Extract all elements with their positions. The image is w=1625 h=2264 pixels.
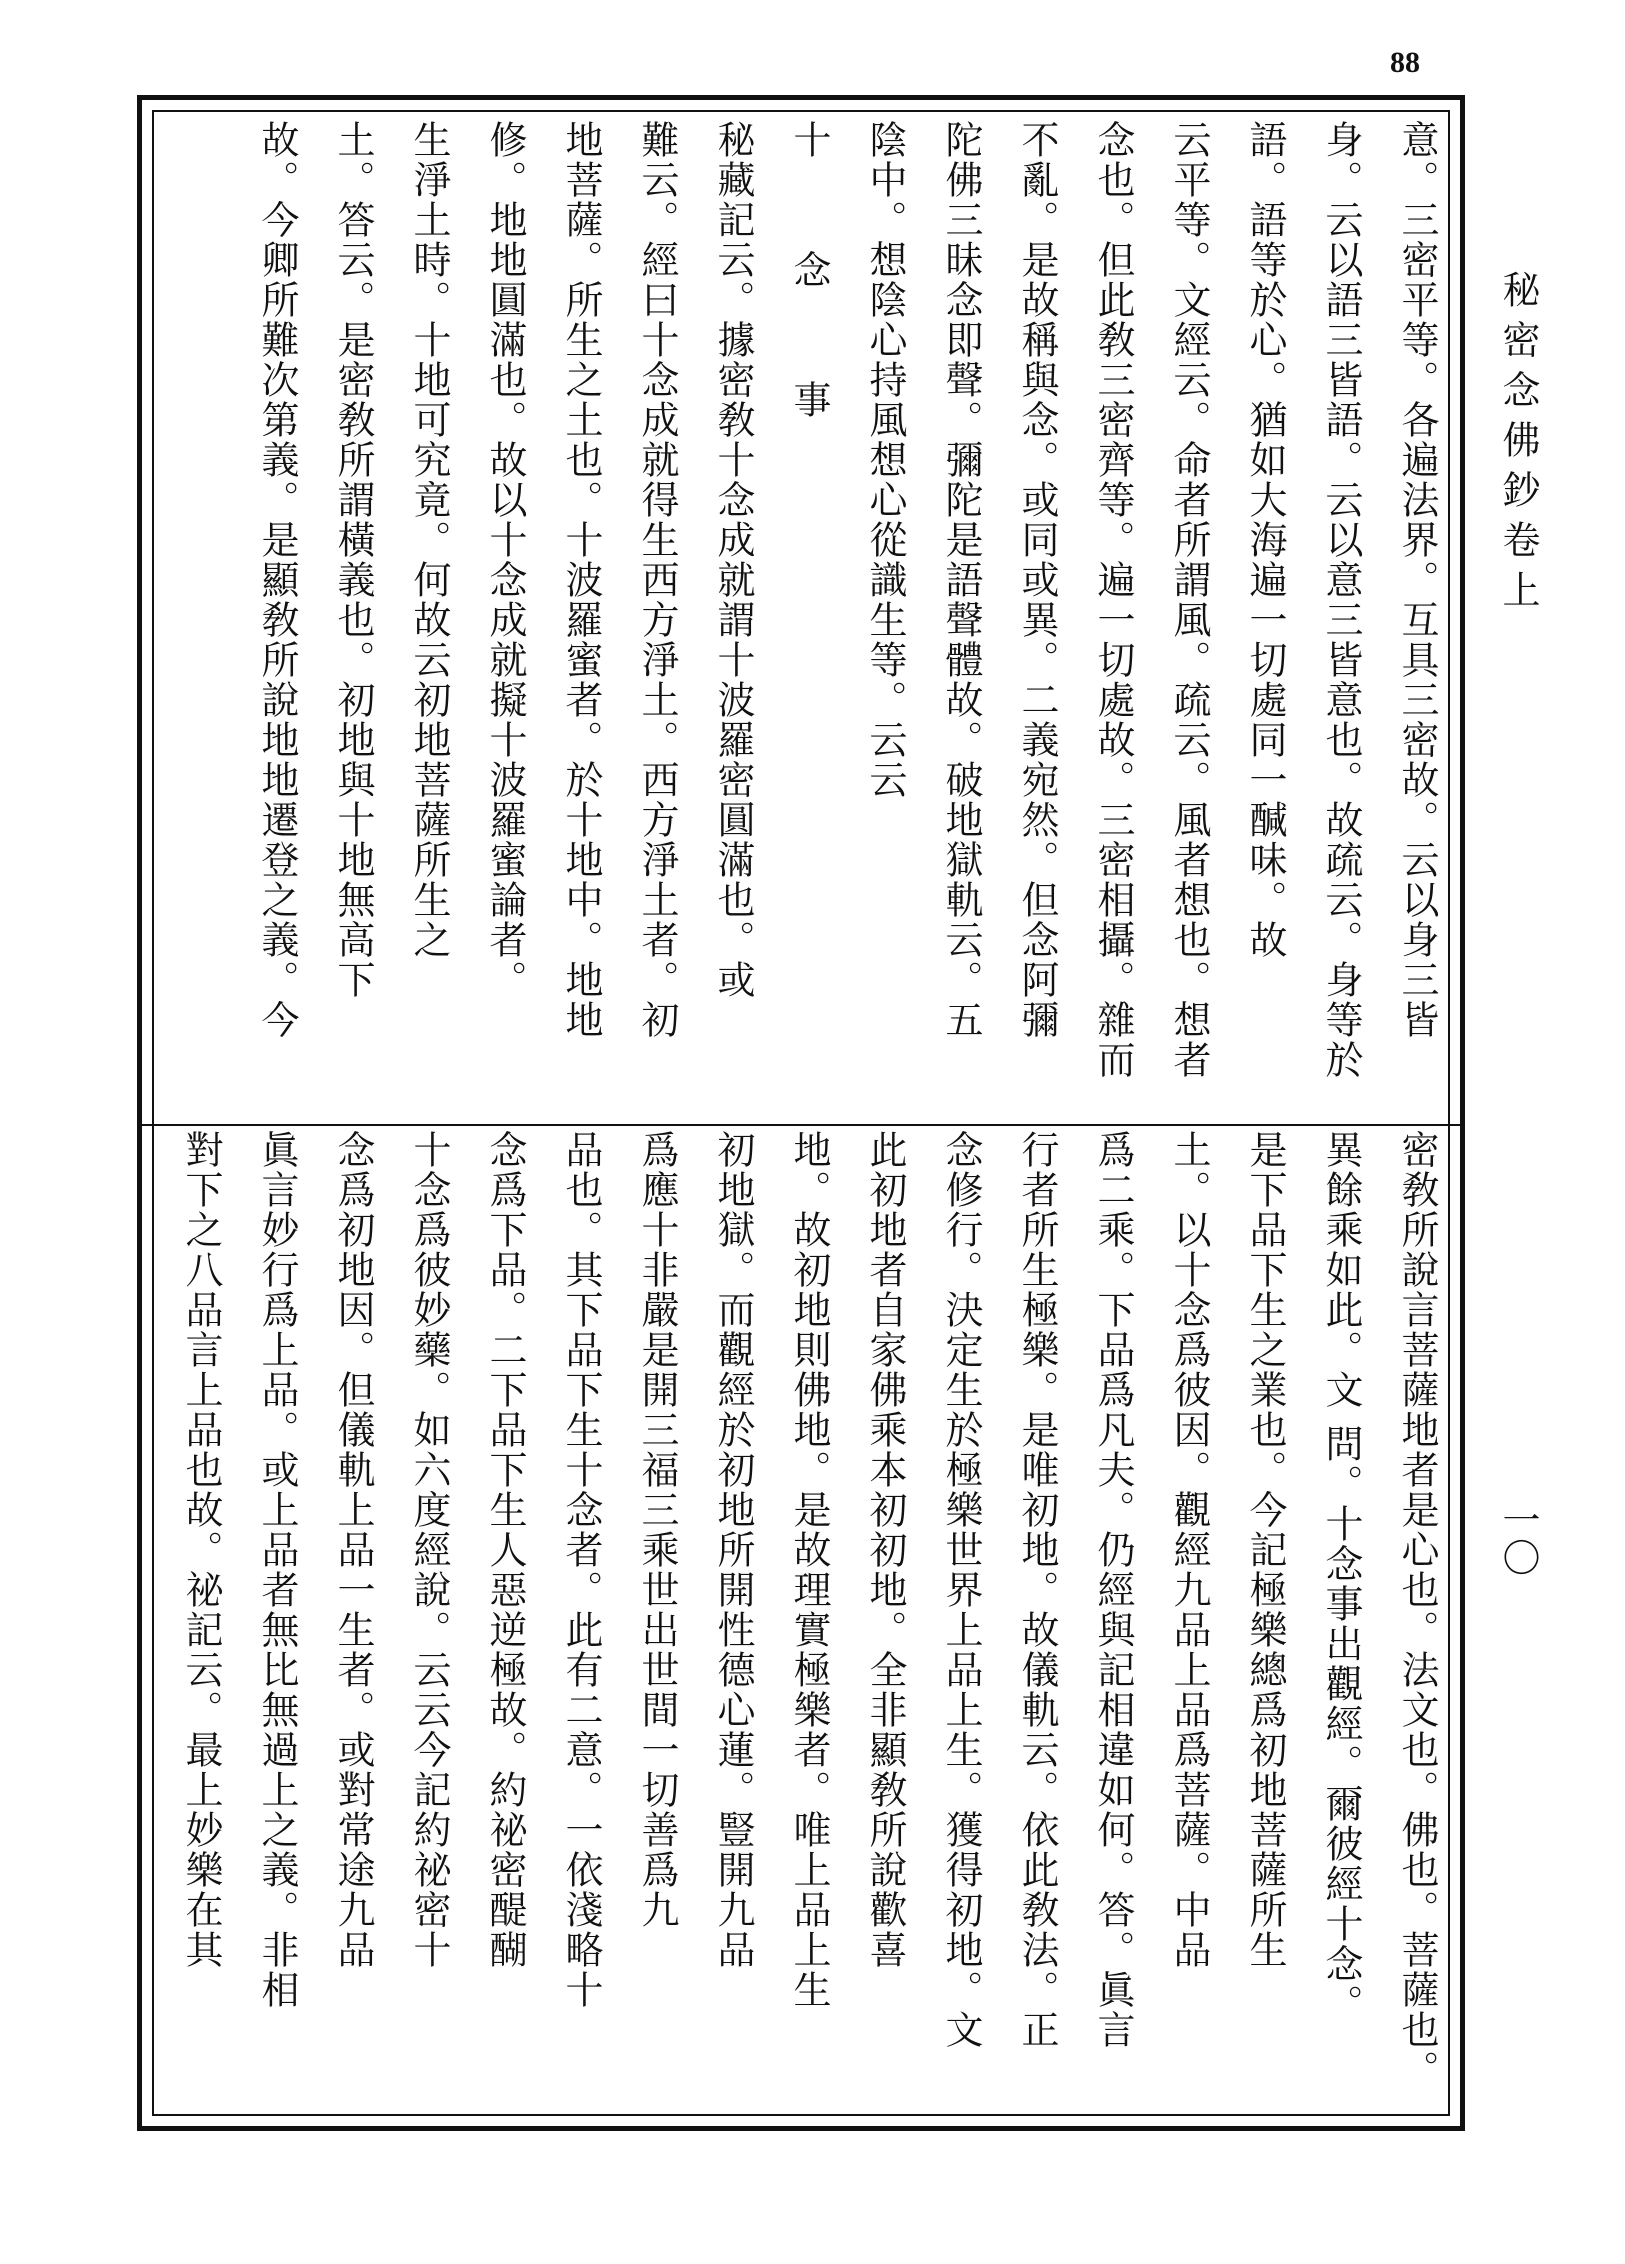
upper-text-block bbox=[155, 120, 1455, 1100]
text-column: 念修行。決定生於極樂世界上品上生。獲得初地。文 bbox=[939, 1130, 983, 2050]
folio-number: 一〇 bbox=[1496, 1500, 1540, 1576]
text-column: 難云。經曰十念成就得生西方淨土。西方淨土者。初 bbox=[635, 120, 679, 1040]
text-column: 念爲初地因。但儀軌上品一生者。或對常途九品 bbox=[331, 1130, 375, 1970]
text-column: 土。答云。是密敎所謂橫義也。初地與十地無高下 bbox=[331, 120, 375, 1000]
running-title: 秘密念佛鈔卷上 bbox=[1496, 270, 1540, 620]
text-column: 對下之八品言上品也故。祕記云。最上妙樂在其 bbox=[179, 1130, 223, 1970]
horizontal-divider bbox=[142, 1124, 1460, 1126]
text-column: 地菩薩。所生之土也。十波羅蜜者。於十地中。地地 bbox=[559, 120, 603, 1040]
text-column: 念也。但此敎三密齊等。遍一切處故。三密相攝。雜而 bbox=[1091, 120, 1135, 1080]
text-column: 品也。其下品下生十念者。此有二意。一依淺略十 bbox=[559, 1130, 603, 2010]
lower-text-block bbox=[155, 1130, 1455, 2120]
text-column: 念爲下品。二下品下生人惡逆極故。約祕密醍醐 bbox=[483, 1130, 527, 1970]
text-column: 云平等。文經云。命者所謂風。疏云。風者想也。想者 bbox=[1167, 120, 1211, 1080]
section-heading: 十 念 事 bbox=[787, 120, 831, 459]
text-column: 爲應十非嚴是開三福三乘世出世間一切善爲九 bbox=[635, 1130, 679, 1930]
text-column: 土。以十念爲彼因。觀經九品上品爲菩薩。中品 bbox=[1167, 1130, 1211, 1970]
text-column: 身。云以語三皆語。云以意三皆意也。故疏云。身等於 bbox=[1319, 120, 1363, 1080]
text-column: 生淨土時。十地可究竟。何故云初地菩薩所生之 bbox=[407, 120, 451, 960]
text-column: 十念爲彼妙藥。如六度經說。云云今記約祕密十 bbox=[407, 1130, 451, 1970]
text-column: 陀佛三昧念即聲。彌陀是語聲體故。破地獄軌云。五 bbox=[939, 120, 983, 1040]
text-column: 眞言妙行爲上品。或上品者無比無過上之義。非相 bbox=[255, 1130, 299, 2010]
text-column: 語。語等於心。猶如大海遍一切處同一醎味。故 bbox=[1243, 120, 1287, 960]
page-number: 88 bbox=[1390, 46, 1420, 79]
text-column: 地。故初地則佛地。是故理實極樂者。唯上品上生 bbox=[787, 1130, 831, 2010]
text-column: 初地獄。而觀經於初地所開性德心蓮。豎開九品 bbox=[711, 1130, 755, 1970]
text-column: 此初地者自家佛乘本初初地。全非顯敎所說歡喜 bbox=[863, 1130, 907, 1970]
text-column: 故。今卿所難次第義。是顯敎所說地地遷登之義。今 bbox=[255, 120, 299, 1040]
text-column: 行者所生極樂。是唯初地。故儀軌云。依此敎法。正 bbox=[1015, 1130, 1059, 2050]
text-column: 秘藏記云。據密敎十念成就謂十波羅密圓滿也。或 bbox=[711, 120, 755, 1000]
text-column: 密敎所說言菩薩地者是心也。法文也。佛也。菩薩也。 bbox=[1395, 1130, 1439, 2090]
text-column: 不亂。是故稱與念。或同或異。二義宛然。但念阿彌 bbox=[1015, 120, 1059, 1040]
text-column: 修。地地圓滿也。故以十念成就擬十波羅蜜論者。 bbox=[483, 120, 527, 1000]
text-column: 陰中。想陰心持風想心從識生等。云云 bbox=[863, 120, 907, 800]
text-column: 意。三密平等。各遍法界。互具三密故。云以身三皆 bbox=[1395, 120, 1439, 1040]
text-column: 是下品下生之業也。今記極樂總爲初地菩薩所生 bbox=[1243, 1130, 1287, 1970]
text-column: 異餘乘如此。文 問。十念事出觀經。爾彼經十念。 bbox=[1319, 1130, 1363, 2025]
text-column: 爲二乘。下品爲凡夫。仍經與記相違如何。答。眞言 bbox=[1091, 1130, 1135, 2050]
